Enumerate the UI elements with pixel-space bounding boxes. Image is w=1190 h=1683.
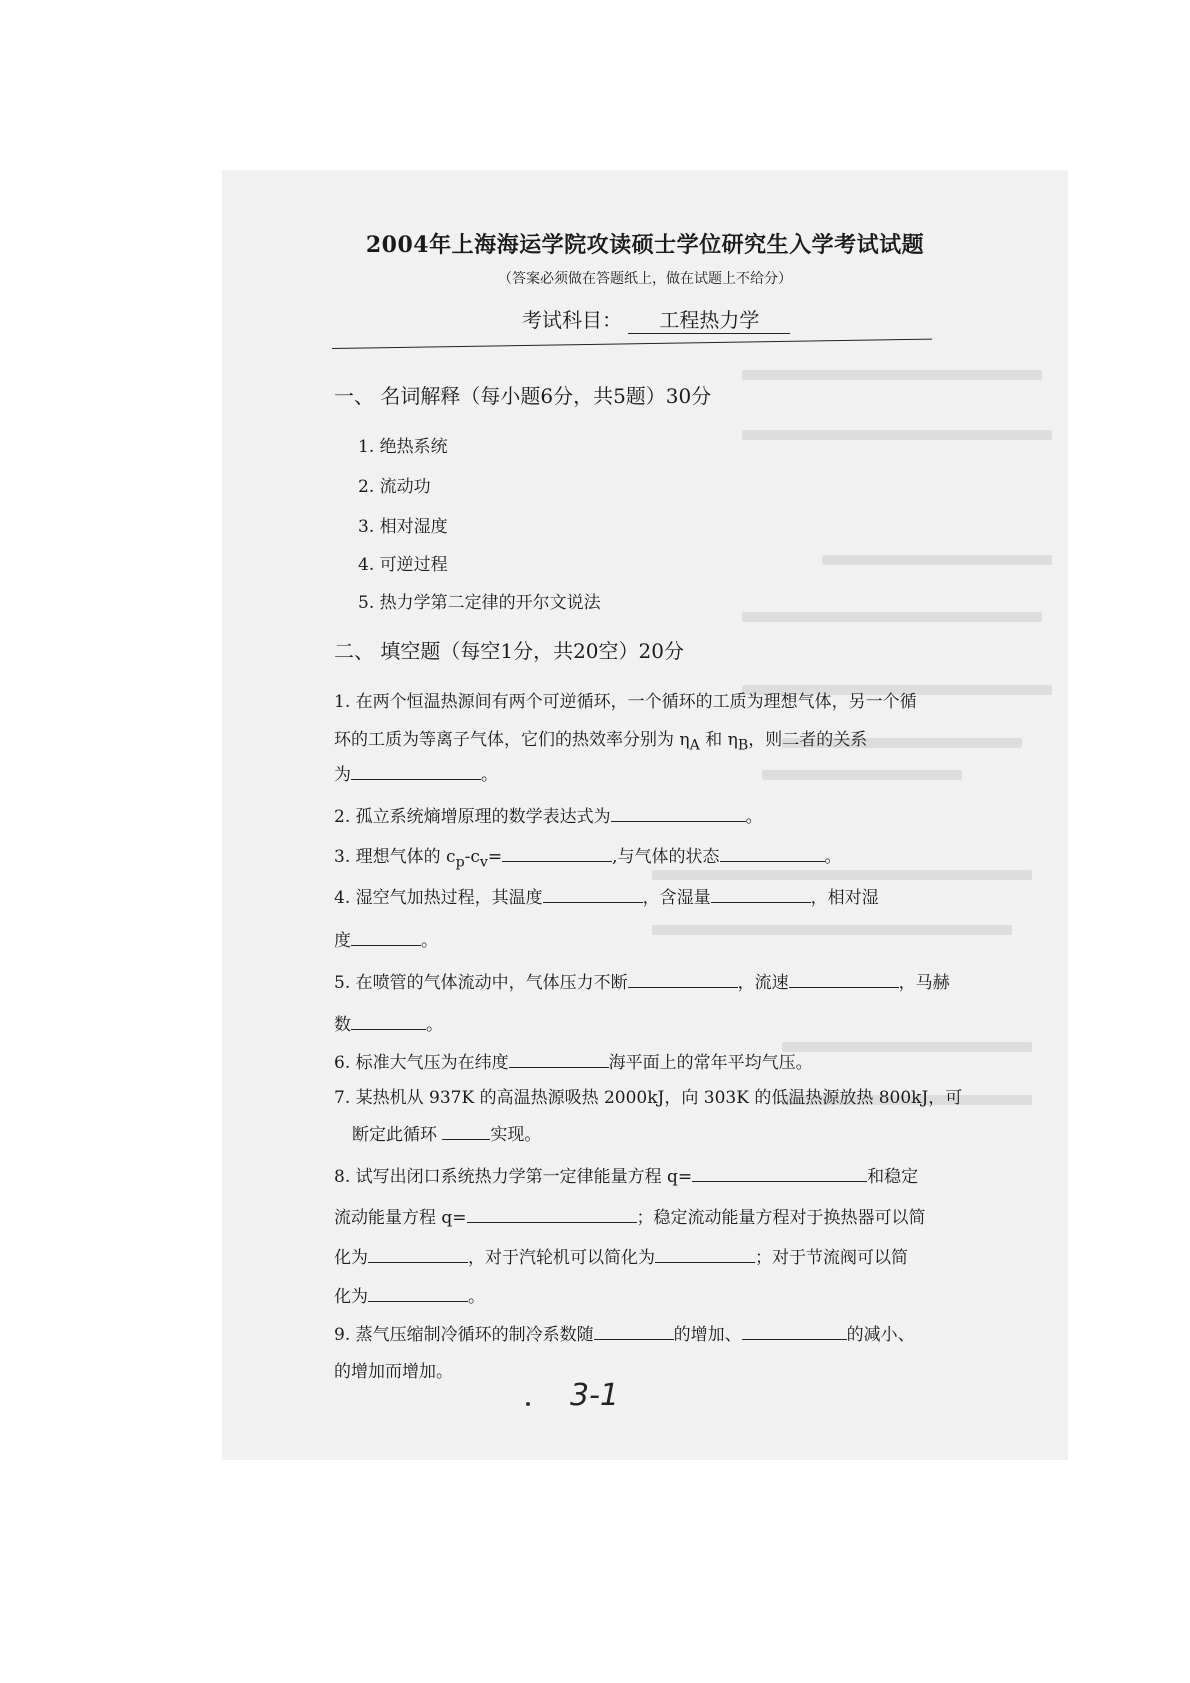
answer-blank[interactable] [692,1164,867,1182]
answer-blank[interactable] [655,1245,755,1263]
q5-line2: 数 。 [334,1010,443,1035]
q8-line1: 8. 试写出闭口系统热力学第一定律能量方程 q= 和稳定 [334,1162,918,1187]
answer-blank[interactable] [594,1322,674,1340]
q8-line2: 流动能量方程 q= ；稳定流动能量方程对于换热器可以简 [334,1203,926,1228]
ink-dot [526,1402,530,1406]
term-item: 3. 相对湿度 [358,517,448,537]
term-item: 5. 热力学第二定律的开尔文说法 [358,593,601,613]
q5-line1: 5. 在喷管的气体流动中，气体压力不断 ，流速 ，马赫 [334,968,950,993]
answer-blank[interactable] [351,762,481,780]
answer-blank[interactable] [742,1322,847,1340]
q4-line1: 4. 湿空气加热过程，其温度 ，含湿量 ，相对湿 [334,883,879,908]
handwritten-page-number: 3-1 [570,1378,619,1413]
exam-sheet [222,170,1068,1460]
q8-line3: 化为 ，对于汽轮机可以简化为 ；对于节流阀可以简 [334,1243,908,1268]
answer-blank[interactable] [368,1245,468,1263]
exam-note: （答案必须做在答题纸上，做在试题上不给分） [498,271,792,287]
subject-row [522,304,790,334]
term-item: 1. 绝热系统 [358,437,448,457]
q3: 3. 理想气体的 $c_p-c_v=$ ,与气体的状态 。 [334,842,842,870]
answer-blank[interactable] [368,1284,468,1302]
q1-line3: 为 。 [334,760,498,785]
exam-title: 2004年上海海运学院攻读硕士学位研究生入学考试试题 [365,232,925,258]
q1-line1: 1. 在两个恒温热源间有两个可逆循环，一个循环的工质为理想气体，另一个循 [334,692,917,712]
q9-line2: 的增加而增加。 [334,1362,453,1382]
answer-blank[interactable] [467,1205,637,1223]
q7-line2: 断定此循环 实现。 [352,1120,541,1145]
section2-heading: 二、 填空题（每空1分，共20空）20分 [334,639,684,663]
answer-blank[interactable] [543,885,643,903]
q1-line2: 环的工质为等离子气体，它们的热效率分别为 $\eta_A$ 和 $\eta_B$，则二者的关系 [334,730,868,754]
term-item: 4. 可逆过程 [358,555,448,575]
answer-blank[interactable] [509,1050,609,1068]
q7-line1: 7. 某热机从 937K 的高温热源吸热 2000kJ，向 303K 的低温热源放热 800kJ，可 [334,1088,963,1108]
section1-heading: 一、 名词解释（每小题6分，共5题）30分 [334,384,712,408]
subject-value: 工程热力学 [628,304,790,334]
answer-blank[interactable] [351,1012,426,1030]
q6: 6. 标准大气压为在纬度 海平面上的常年平均气压。 [334,1048,813,1073]
answer-blank[interactable] [628,970,738,988]
q9-line1: 9. 蒸气压缩制冷循环的制冷系数随 的增加、 的减小、 [334,1320,915,1345]
answer-blank[interactable] [789,970,899,988]
answer-blank[interactable] [711,885,811,903]
answer-blank[interactable] [611,804,746,822]
q8-line4: 化为 。 [334,1282,485,1307]
answer-blank[interactable] [442,1122,490,1140]
answer-blank[interactable] [502,844,612,862]
answer-blank[interactable] [351,928,421,946]
answer-blank[interactable] [720,844,825,862]
term-item: 2. 流动功 [358,477,431,497]
q4-line2: 度 。 [334,926,438,951]
subject-label: 考试科目： [522,308,622,332]
q2: 2. 孤立系统熵增原理的数学表达式为 。 [334,802,763,827]
header-rule [332,339,932,349]
